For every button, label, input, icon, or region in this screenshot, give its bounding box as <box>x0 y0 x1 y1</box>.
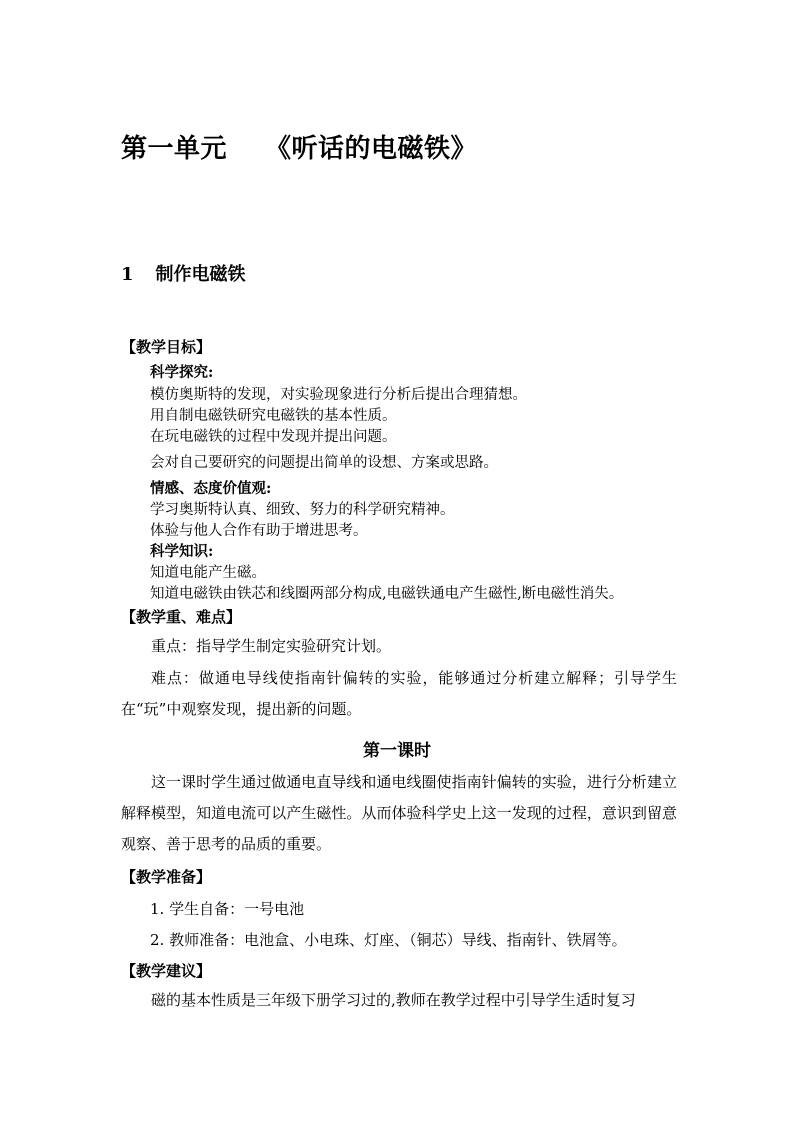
objective-item: 知道电能产生磁。 <box>150 565 266 581</box>
preparation-heading: 【教学准备】 <box>121 868 212 886</box>
objectives-heading: 【教学目标】 <box>121 338 212 356</box>
objective-item: 学习奥斯特认真、细致、努力的科学研究精神。 <box>150 502 455 518</box>
unit-title <box>121 128 477 165</box>
key-point-difficulty: 难点：做通电导线使指南针偏转的实验，能够通过分析建立解释；引导学生在“玩”中观察发现，提出新的问题。 <box>121 669 677 718</box>
lesson-name: 制作电磁铁 <box>155 264 246 285</box>
objective-item: 用自制电磁铁研究电磁铁的基本性质。 <box>150 408 397 424</box>
unit-label: 第一单元 <box>121 134 228 164</box>
preparation-item: 1. 学生自备：一号电池 <box>150 900 305 918</box>
objective-item: 模仿奥斯特的发现，对实验现象进行分析后提出合理猜想。 <box>150 387 527 403</box>
preparation-item: 2. 教师准备：电池盒、小电珠、灯座、（铜芯）导线、指南针、铁屑等。 <box>150 931 627 949</box>
unit-name: 《听话的电磁铁》 <box>265 134 478 164</box>
period-intro: 这一课时学生通过做通电直导线和通电线圈使指南针偏转的实验，进行分析建立解释模型，知道电流可以产生磁性。从而体验科学史上这一发现的过程，意识到留意观察、善于思考的品质的重要。 <box>121 773 677 853</box>
period-title: 第一课时 <box>363 741 431 761</box>
objective-item: 知道电磁铁由铁芯和线圈两部分构成,电磁铁通电产生磁性,断电磁性消失。 <box>150 586 624 602</box>
attitudes-label: 情感、态度价值观: <box>150 480 272 497</box>
knowledge-label: 科学知识: <box>150 543 214 560</box>
objective-item: 体验与他人合作有助于增进思考。 <box>150 523 368 539</box>
key-points-heading: 【教学重、难点】 <box>121 608 242 626</box>
science-inquiry-label: 科学探究: <box>150 364 214 381</box>
objective-item: 在玩电磁铁的过程中发现并提出问题。 <box>150 429 397 445</box>
suggestions-text: 磁的基本性质是三年级下册学习过的,教师在教学过程中引导学生适时复习 <box>151 991 636 1009</box>
lesson-title <box>121 260 246 286</box>
objective-item: 会对自己要研究的问题提出简单的设想、方案或思路。 <box>150 455 498 471</box>
lesson-number: 1 <box>121 264 134 285</box>
suggestions-heading: 【教学建议】 <box>121 962 212 980</box>
key-point-focus: 重点：指导学生制定实验研究计划。 <box>151 637 392 655</box>
